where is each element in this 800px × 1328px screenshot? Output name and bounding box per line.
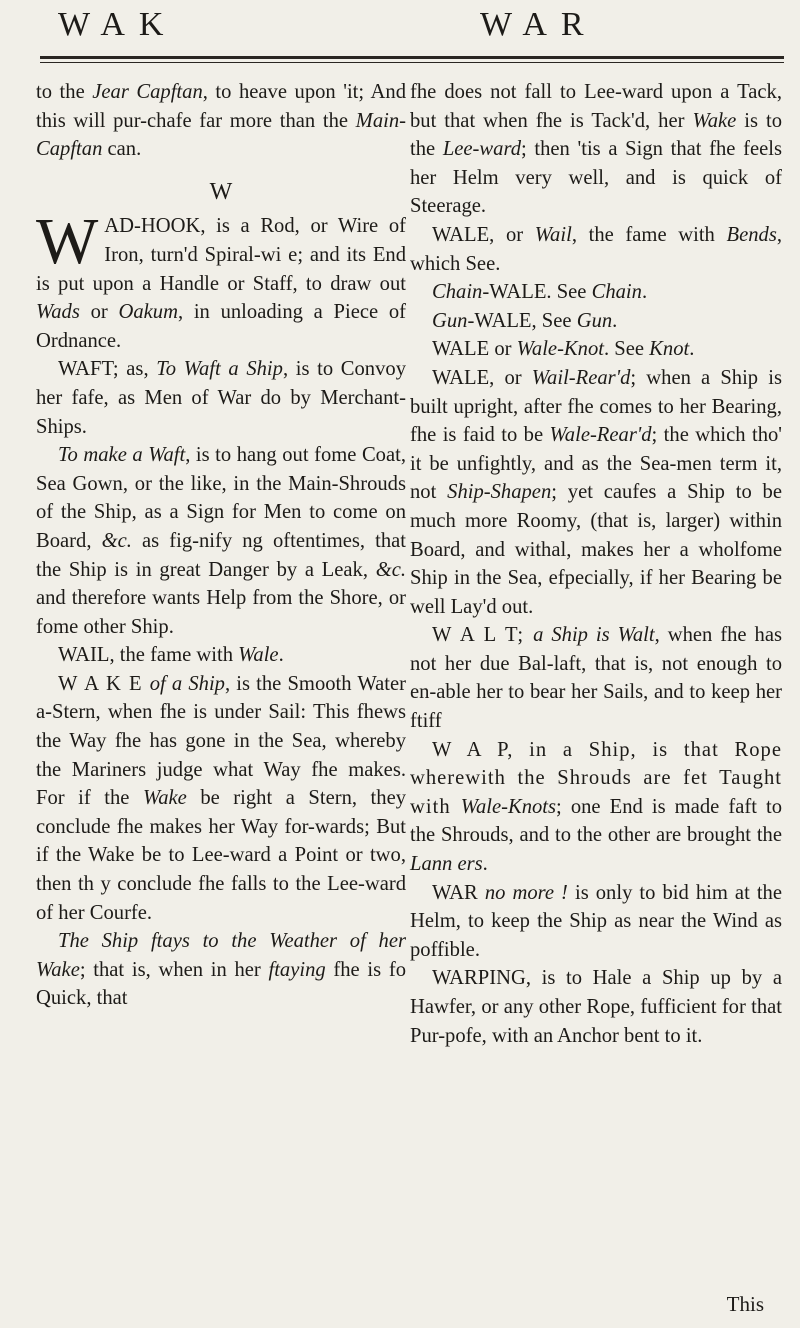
entry-chain-wale: Chain-WALE. See Chain.	[432, 281, 648, 304]
entry-make-waft: To make a Waft, is to hang out fome Coat, Sea Gown, or the like, in the Main-Shrouds of the Ship, as a Sign for Men to come on Board, &c. as fig-nify ng oftentimes, that the Ship is in great Danger by a Leak, &c. and therefore wants Help from the Shore, or fome other Ship.	[36, 444, 407, 638]
entry-wale-reared: WALE, or Wail-Rear'd; when a Ship is built upright, after fhe comes to her Bearing, fhe is faid to be Wale-Rear'd; the which tho' it be unfightly, and as the Sea-men term it, not Ship-Shapen; yet caufes a Ship to be much more Roomy, (that is, larger) within Board, and withal, makes her a wholfome Ship in the Sea, efpecially, if her Bearing be well Lay'd out.	[410, 366, 782, 618]
header-rule-thin	[40, 62, 784, 63]
entry-wail: WAIL, the fame with Wale.	[58, 644, 284, 667]
header-rule	[40, 56, 784, 59]
entry-wap: W A P, in a Ship, is that Rope wherewith the Shrouds are fet Taught with Wale-Knots; one End is made faft to the Shrouds, and to the other are brought the Lann ers.	[410, 738, 782, 876]
entry-wake: W A K E of a Ship, is the Smooth Water a-Stern, when fhe is under Sail: This fhews the Way fhe has gone in the Sea, whereby the Mariners judge what Way fhe makes. For if the Wake be right a Stern, they conclude fhe makes her Way for-wards; But if the Wake be to Lee-ward a Point or two, then th y conclude fhe falls to the Lee-ward of her Courfe.	[36, 672, 407, 924]
entry-ship-stays: The Ship ftays to the Weather of her Wake; that is, when in her ftaying fhe is fo Quick, that	[36, 930, 406, 1010]
entry-gun-wale: Gun-WALE, See Gun.	[432, 309, 618, 332]
entry-wale: WALE, or Wail, the fame with Bends, which See.	[410, 223, 782, 275]
entry-wake-cont: fhe does not fall to Lee-ward upon a Tack, but that when fhe is Tack'd, her Wake is to the Lee-ward; then 'tis a Sign that fhe feels her Helm very well, and is quick of Steerage.	[410, 81, 782, 218]
entry-walt: W A L T; a Ship is Walt, when fhe has not her due Bal-laft, that is, not enough to en-able her to bear her Sails, and to keep her ftiff	[410, 624, 782, 733]
right-column	[410, 78, 782, 1050]
drop-cap: W	[36, 205, 99, 279]
running-head-right: WAR	[480, 6, 598, 43]
entry-wad-hook: WAD-HOOK, is a Rod, or Wire of Iron, turn'd Spiral-wi e; and its End is put upon a Handle or Staff, to draw out Wads or Oakum, in unloading a Piece of Ordnance.	[36, 205, 407, 352]
entry-waft: WAFT; as, To Waft a Ship, is to Convoy her fafe, as Men of War do by Merchant-Ships.	[36, 358, 406, 438]
entry-war-no-more: WAR no more ! is only to bid him at the Helm, to keep the Ship as near the Wind as poffible.	[410, 881, 782, 961]
running-head-left: WAK	[58, 6, 178, 43]
entry-capstan-end: to the Jear Capftan, to heave upon 'it; And this will pur-chafe far more than the Main-Capftan can.	[36, 81, 406, 161]
section-letter: W	[209, 178, 233, 205]
entry-warping: WARPING, is to Hale a Ship up by a Hawfer, or any other Rope, fufficient for that Pur-pofe, with an Anchor bent to it.	[410, 967, 782, 1047]
entry-wale-knot: WALE or Wale-Knot. See Knot.	[432, 338, 695, 361]
catchword: This	[726, 1292, 764, 1316]
left-column	[36, 78, 406, 1013]
